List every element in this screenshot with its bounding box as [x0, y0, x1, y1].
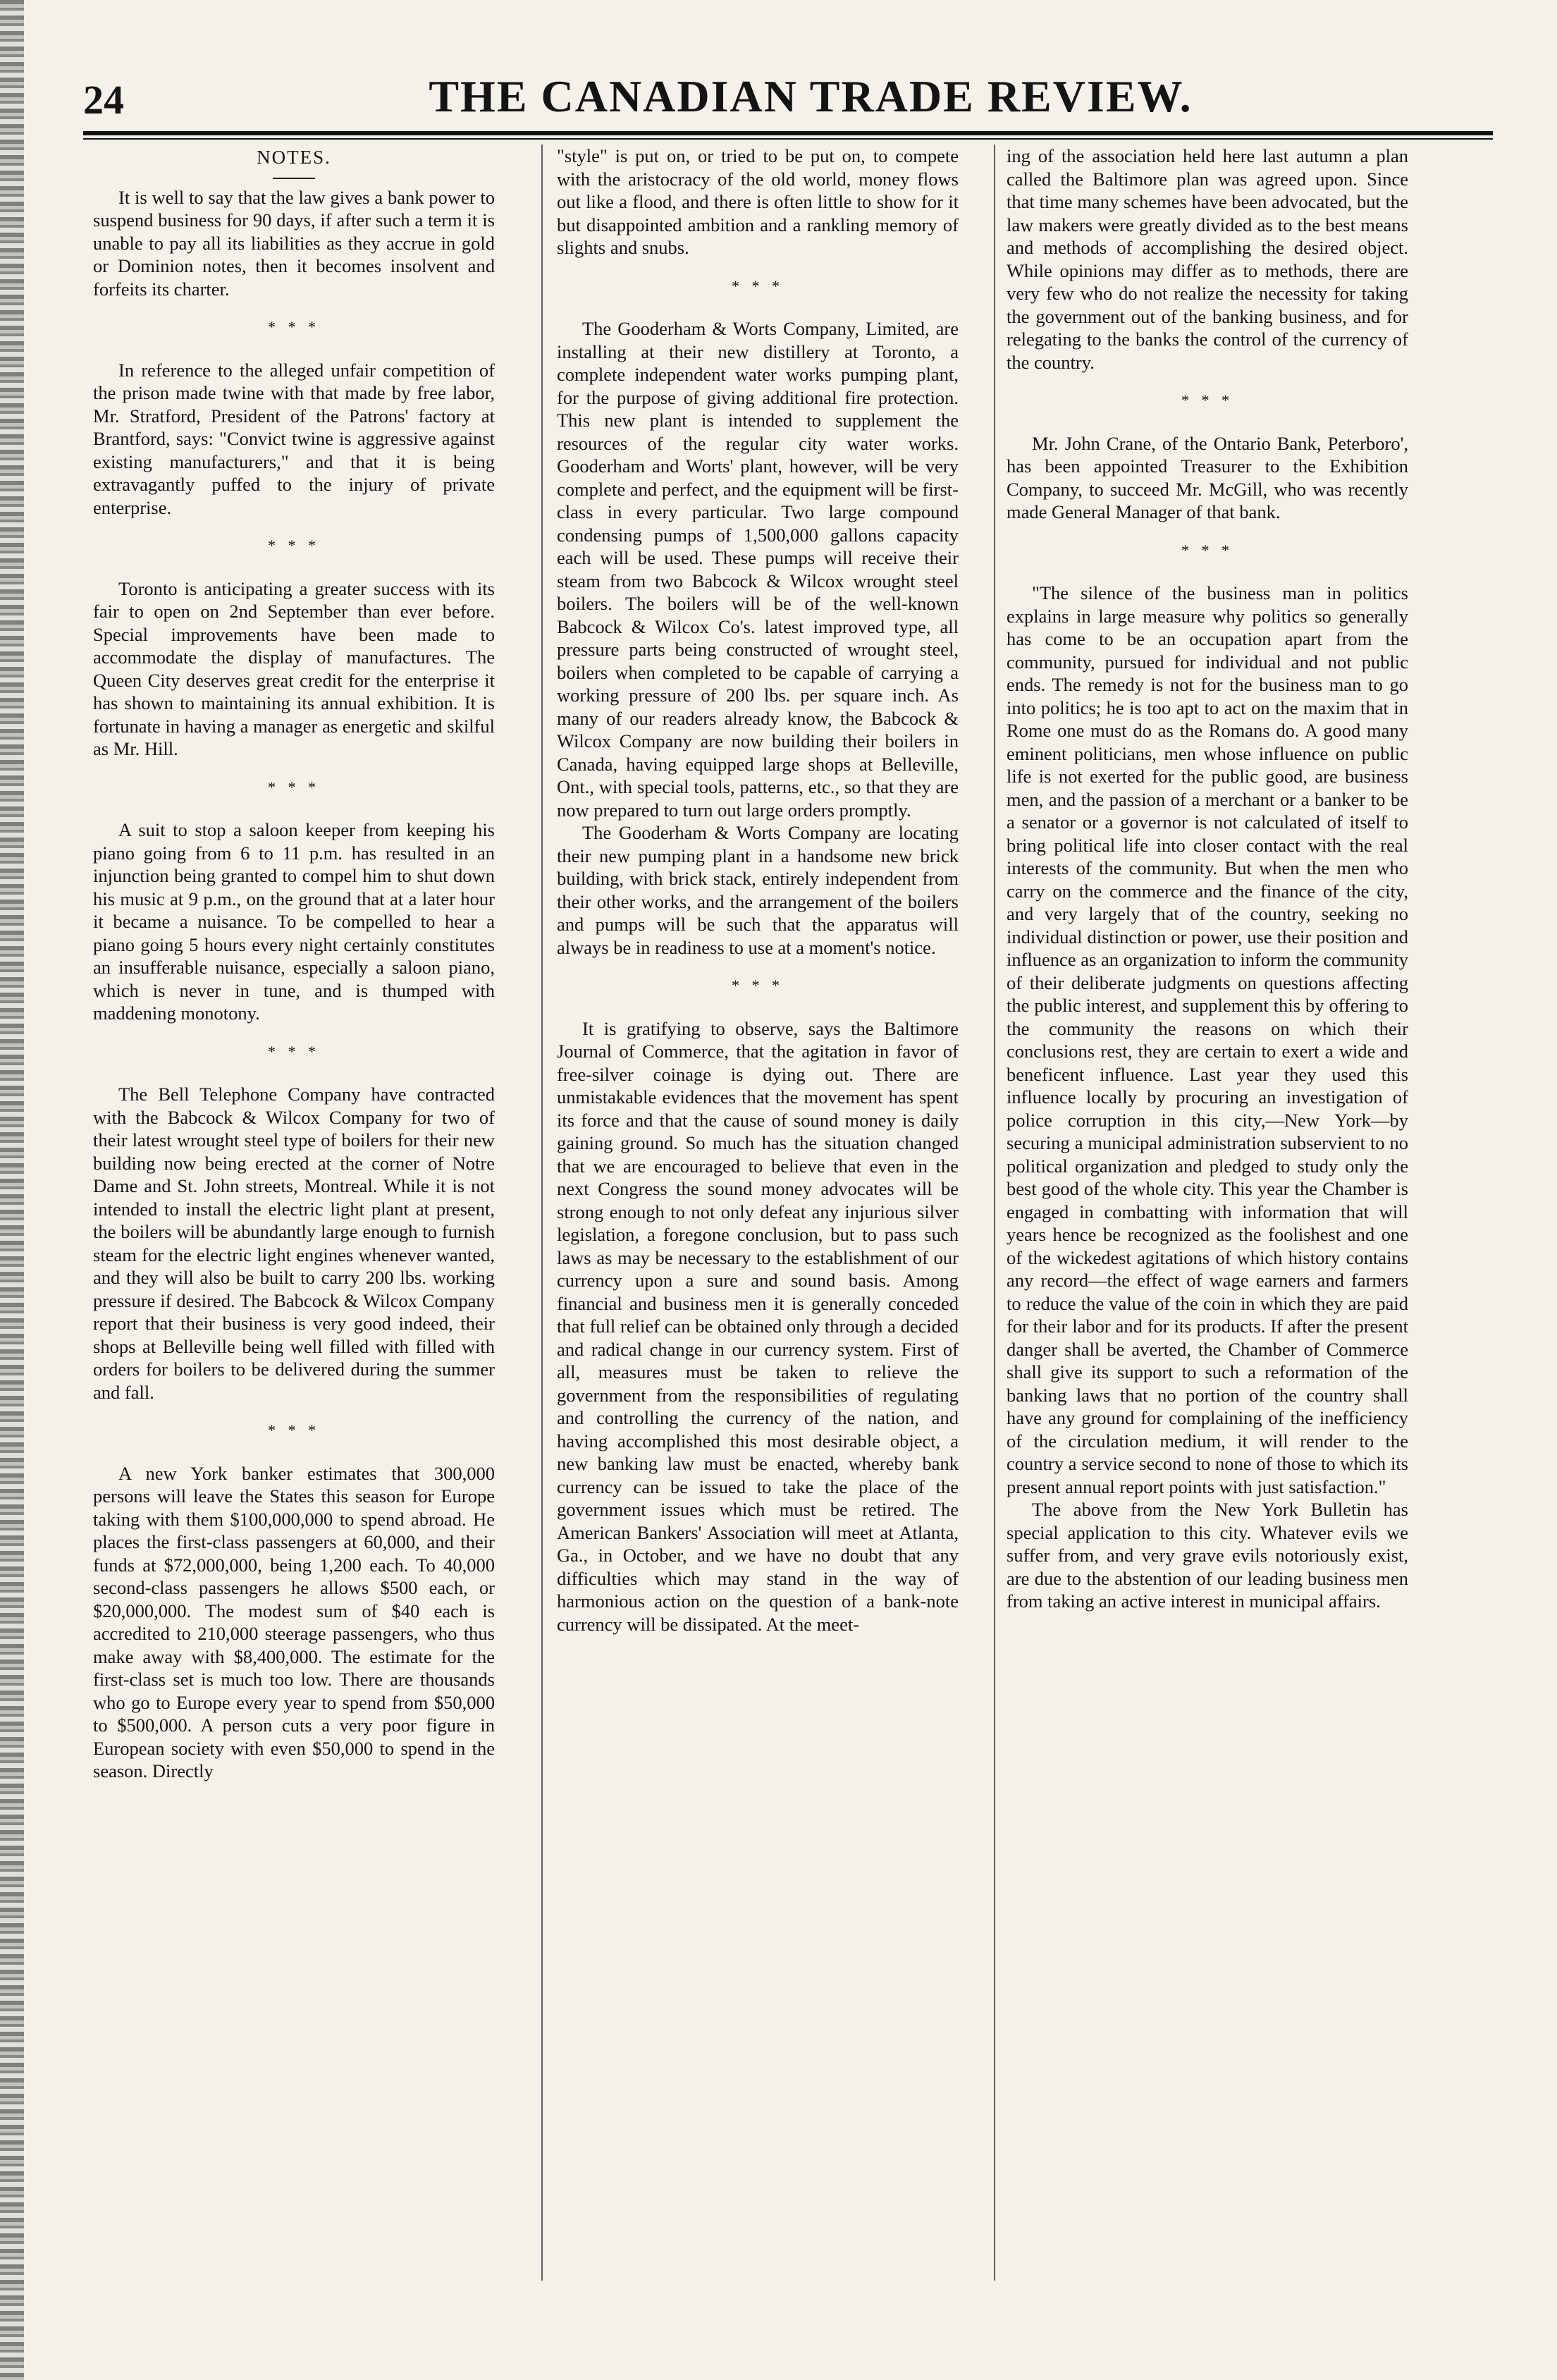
page-number: 24	[83, 77, 124, 123]
article-paragraph: It is gratifying to observe, says the Baltimore Journal of Commerce, that the agitation in favor of free-silver coinage is dying out. There are unmistakable evidences that the movement has spent its force and that the cause of sound money is daily gaining ground. So much has the situation changed that we are encouraged to believe that even in the next Congress the sound money advocates will be strong enough to not only defeat any injurious silver legislation, a foregone conclusion, but to pass such laws as may be necessary to the establishment of our currency upon a sure and sound basis. Among financial and business men it is generally conceded that full relief can be obtained only through a decided and radical change in our currency system. First of all, measures must be taken to relieve the government from the responsibilities of regulating and controlling the currency of the nation, and having accomplished this most desirable object, a new banking law must be enacted, whereby bank currency can be issued to take the place of the government issues which must be retired. The American Bankers' Association will meet at Atlanta, Ga., in October, and we have no doubt that any difficulties which may stand in the way of harmonious action on the question of a bank-note currency will be dissipated. At the meet-	[557, 1017, 959, 1635]
asterism-separator: * * *	[1181, 541, 1233, 559]
article-paragraph: "style" is put on, or tried to be put on, to compete with the aristocracy of the old world, money flows out like a flood, and there is often little to show for it but disappointed ambition and a rankling memory of slights and snubs.	[557, 145, 959, 258]
asterism-separator: * * *	[732, 276, 784, 295]
column-2	[557, 145, 959, 2333]
article-paragraph: Mr. John Crane, of the Ontario Bank, Peterboro', has been appointed Treasurer to the Exhibition Company, to succeed Mr. McGill, who was recently made General Manager of that bank.	[1007, 432, 1408, 522]
column-divider	[541, 145, 543, 2281]
article-paragraph: The above from the New York Bulletin has special application to this city. Whatever evils we suffer from, and very grave evils notoriously exist, are due to the abstention of our leading business men from taking an active interest in municipal affairs.	[1007, 1499, 1408, 1612]
asterism-separator: * * *	[268, 1042, 320, 1060]
column-3	[1007, 145, 1408, 2333]
asterism-separator: * * *	[268, 1421, 320, 1439]
article-paragraph: It is well to say that the law gives a bank power to suspend business for 90 days, if after such a term it is unable to pay all its liabilities as they accrue in gold or Dominion notes, then it becomes insolvent and forfeits its charter.	[93, 186, 495, 300]
heading-rule	[273, 178, 315, 179]
page-title: THE CANADIAN TRADE REVIEW.	[429, 71, 1193, 121]
asterism-separator: * * *	[732, 976, 784, 994]
article-paragraph: A new York banker estimates that 300,000 persons will leave the States this season for Europe taking with them $100,000,000 to spend abroad. He places the first-class passengers at 60,000, and their funds at $72,000,000, being 1,200 each. To 40,000 second-class passengers he allows $500 each, or $20,000,000. The modest sum of $40 each is accredited to 210,000 steerage passengers, who thus make away with $8,400,000. The estimate for the first-class set is much too low. There are thousands who go to Europe every year to spend from $50,000 to $500,000. A person cuts a very poor figure in European society with even $50,000 to spend in the season. Directly	[93, 1462, 495, 1781]
scan-edge	[0, 0, 24, 2380]
asterism-separator: * * *	[268, 536, 320, 554]
column-1	[93, 145, 495, 2333]
article-paragraph: Toronto is anticipating a greater success with its fair to open on 2nd September than ever before. Special improvements have been made to accommodate the display of manufactures. The Queen City deserves great credit for the enterprise it has shown to maintaining its annual exhibition. It is fortunate in having a manager as energetic and skilful as Mr. Hill.	[93, 577, 495, 759]
asterism-separator: * * *	[268, 778, 320, 796]
asterism-separator: * * *	[268, 318, 320, 336]
article-paragraph: A suit to stop a saloon keeper from keeping his piano going from 6 to 11 p.m. has resulted in an injunction being granted to compel him to shut down his music at 9 p.m., on the ground that at a later hour it became a nuisance. To be compelled to hear a piano going 5 hours every night certainly constitutes an insufferable nuisance, especially a saloon piano, which is never in tune, and is thumped with maddening monotony.	[93, 819, 495, 1024]
column-divider	[994, 145, 995, 2281]
header-rule-thin	[83, 138, 1493, 140]
article-paragraph: ing of the association held here last autumn a plan called the Baltimore plan was agreed upon. Since that time many schemes have been advocated, but the law makers were greatly divided as to the best means and methods of accomplishing the desired object. While opinions may differ as to methods, there are very few who do not realize the necessity for taking the government out of the banking business, and for relegating to the banks the control of the currency of the country.	[1007, 145, 1408, 373]
section-heading: NOTES.	[257, 147, 331, 168]
article-paragraph: The Gooderham & Worts Company, Limited, are installing at their new distillery at Toronto, a complete independent water works pumping plant, for the purpose of giving additional fire protection. This new plant is intended to supplement the resources of the regular city water works. Gooderham and Worts' plant, however, will be very complete and perfect, and the equipment will be first-class in every particular. Two large compound condensing pumps of 1,500,000 gallons capacity each will be used. These pumps will receive their steam from two Babcock & Wilcox wrought steel boilers. The boilers will be of the well-known Babcock & Wilcox Co's. latest improved type, all pressure parts being constructed of wrought steel, boilers when completed to be capable of carrying a working pressure of 200 lbs. per square inch. As many of our readers already know, the Babcock & Wilcox Company are now building their boilers in Canada, having equipped large shops at Belleville, Ont., with special tools, patterns, etc., so that they are now prepared to turn out large orders promptly.	[557, 318, 959, 821]
article-paragraph: The Bell Telephone Company have contracted with the Babcock & Wilcox Company for two of their latest wrought steel type of boilers for their new building now being erected at the corner of Notre Dame and St. John streets, Montreal. While it is not intended to install the electric light plant at present, the boilers will be abundantly large enough to furnish steam for the electric light engines whenever wanted, and they will also be built to carry 200 lbs. working pressure if desired. The Babcock & Wilcox Company report that their business is very good indeed, their shops at Belleville being well filled with filled with orders for boilers to be delivered during the summer and fall.	[93, 1084, 495, 1403]
article-paragraph: The Gooderham & Worts Company are locating their new pumping plant in a handsome new brick building, with brick stack, entirely independent from their other works, and the arrangement of the boilers and pumps will be such that the apparatus will always be in readiness to use at a moment's notice.	[557, 822, 959, 958]
asterism-separator: * * *	[1181, 391, 1233, 409]
header-rule	[83, 131, 1493, 135]
article-paragraph: "The silence of the business man in politics explains in large measure why politics so generally has come to be an occupation apart from the community, pursued for individual and not public ends. The remedy is not for the business man to go into politics; he is too apt to act on the maxim that in Rome one must do as the Romans do. A good many eminent politicians, men whose influence on public life is not exerted for the public good, are business men, and the passion of a merchant or a banker to be a senator or a governor is not calculated of itself to bring political life into closer contact with the real interests of the community. But when the men who carry on the commerce and the finance of the city, and very largely that of the country, seeking no individual distinction or power, use their position and influence as an organization to inform the community of their deliberate judgments on questions affecting the public interest, and supplement this by offering to the community the reasons on which their conclusions rest, they are certain to exert a wide and beneficent influence. Last year they used this influence locally by procuring an investigation of police corruption in this city,—New York—by securing a municipal administration subservient to no political organization and pledged to study only the best good of the whole city. This year the Chamber is engaged in combatting with information that will years hence be recognized as the foolishest and one of the wickedest agitations of which history contains any record—the effect of wage earners and farmers to reduce the value of the coin in which they are paid for their labor and for its products. If after the present danger shall be averted, the Chamber of Commerce shall give its support to such a reformation of the banking laws that no portion of the country shall have any ground for complaining of the inefficiency of the circulation medium, it will render to the country a service second to none of those to which its present annual report points with just satisfaction."	[1007, 582, 1408, 1497]
article-paragraph: In reference to the alleged unfair competition of the prison made twine with that made by free labor, Mr. Stratford, President of the Patrons' factory at Brantford, says: "Convict twine is aggressive against existing manufacturers," and that it is being extravagantly puffed to the injury of private enterprise.	[93, 359, 495, 518]
